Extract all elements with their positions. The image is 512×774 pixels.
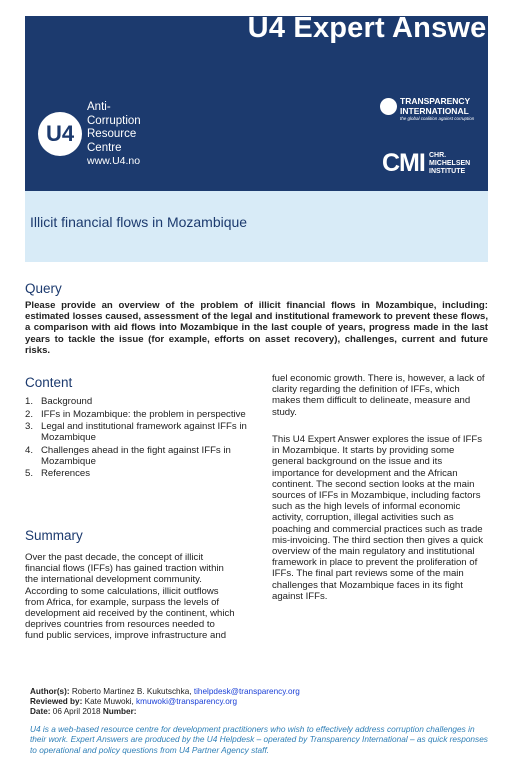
- u4-description-note: U4 is a web-based resource centre for development practitioners who wish to effectively address corruption challenges in their work. Expert Answers are produced by the U4 Helpdesk – operated by Transparency International – as quick responses to operational and policy questions from U4 Partner Agency staff.: [30, 724, 488, 755]
- toc-item: [25, 409, 250, 420]
- number-label: Number:: [102, 707, 137, 716]
- summary-heading: Summary: [25, 528, 83, 543]
- toc-item-number: 4.: [25, 444, 34, 456]
- right-column-paragraph-1: fuel economic growth. There is, however, a lack of clarity regarding the definition of IFFs, which makes them difficult to delineate, measure and study.: [272, 373, 485, 418]
- authors-line: [30, 687, 488, 697]
- toc-item-text: Legal and institutional framework against IFFs in Mozambique: [41, 421, 247, 443]
- reviewed-value: Kate Muwoki,: [84, 697, 134, 706]
- document-title: Illicit financial flows in Mozambique: [30, 214, 248, 230]
- cmi-logo: [382, 149, 471, 178]
- toc-item: [25, 421, 250, 443]
- ti-name-line-1: TRANSPARENCY: [400, 96, 471, 106]
- u4-line-2: Corruption: [87, 114, 141, 127]
- toc-item: [25, 445, 250, 467]
- authors-value: Roberto Martinez B. Kukutschka,: [71, 687, 192, 696]
- toc-item-number: 3.: [25, 421, 34, 432]
- ti-tagline: the global coalition against corruption: [400, 116, 475, 121]
- toc-item: [25, 468, 250, 479]
- summary-paragraph: Over the past decade, the concept of illicit financial flows (IFFs) has gained traction within the international development community. According to some calculations, illicit outflows from Africa, for example, surpass the levels of development aid received by the continent, which deprives countries from resources needed to fund public services, improve infrastructure and: [25, 552, 235, 642]
- cmi-mark: CMI: [382, 149, 425, 177]
- table-of-contents: [25, 396, 250, 481]
- cmi-name-line-1: CHR.: [429, 152, 447, 159]
- ti-name-line-2: INTERNATIONAL: [400, 105, 469, 116]
- u4-url: www.U4.no: [87, 155, 141, 167]
- reviewed-line: [30, 697, 488, 707]
- ti-name: [400, 97, 470, 116]
- u4-line-3: Resource: [87, 128, 137, 140]
- toc-item-text: References: [41, 468, 91, 479]
- reviewed-label: Reviewed by:: [30, 697, 83, 706]
- toc-item-number: 2.: [25, 408, 34, 420]
- toc-item-text: Challenges ahead in the fight against IFFs in Mozambique: [41, 444, 231, 467]
- reviewed-email-link[interactable]: kmuwoki@transparency.org: [136, 697, 238, 706]
- toc-item-text: IFFs in Mozambique: the problem in perspective: [41, 408, 246, 420]
- toc-item-number: 1.: [25, 396, 34, 407]
- right-column-paragraph-2: This U4 Expert Answer explores the issue of IFFs in Mozambique. It starts by providing some general background on the issue and its importance for development and the African continent. The second section looks at the main sources of IFFs in Mozambique, including factors such as the high levels of informal economic activity, corruption, illegal activities such as poaching and commercial practices such as trade mis-invoicing. The third section then gives a quick overview of the main regulatory and institutional framework in place to prevent the proliferation of IFFs. The final part reviews some of the main challenges that Mozambique faces in its fight against IFFs.: [272, 434, 483, 602]
- query-text: Please provide an overview of the problem of illicit financial flows in Mozambique, including: estimated losses caused, assessment of the legal and institutional framework to prevent these flows, a comparison with aid flows into Mozambique in the last couple of years, progress made in the last years to tackle the issue (for example, efforts on asset recovery), challenges, current and future risks.: [25, 300, 488, 356]
- document-metadata: [30, 687, 488, 717]
- date-line: [30, 707, 488, 717]
- u4-logo-text: [87, 101, 141, 169]
- u4-line-4: Centre: [87, 141, 122, 154]
- header-title: U4 Expert Answer: [247, 12, 498, 44]
- cmi-name-line-3: INSTITUTE: [429, 168, 466, 175]
- toc-item-number: 5.: [25, 468, 34, 479]
- date-label: Date:: [30, 707, 51, 716]
- authors-label: Author(s):: [30, 687, 70, 696]
- toc-item: [25, 396, 250, 407]
- date-value: 06 April 2018: [52, 707, 101, 716]
- globe-icon: [380, 98, 397, 115]
- content-heading: Content: [25, 375, 73, 390]
- cmi-name-line-2: MICHELSEN: [429, 160, 471, 167]
- u4-logo: U4: [38, 112, 82, 156]
- authors-email-link[interactable]: tihelpdesk@transparency.org: [193, 687, 300, 696]
- query-heading: Query: [25, 281, 62, 296]
- u4-line-1: Anti-: [87, 101, 111, 113]
- cmi-name: [429, 152, 470, 176]
- toc-item-text: Background: [41, 396, 93, 407]
